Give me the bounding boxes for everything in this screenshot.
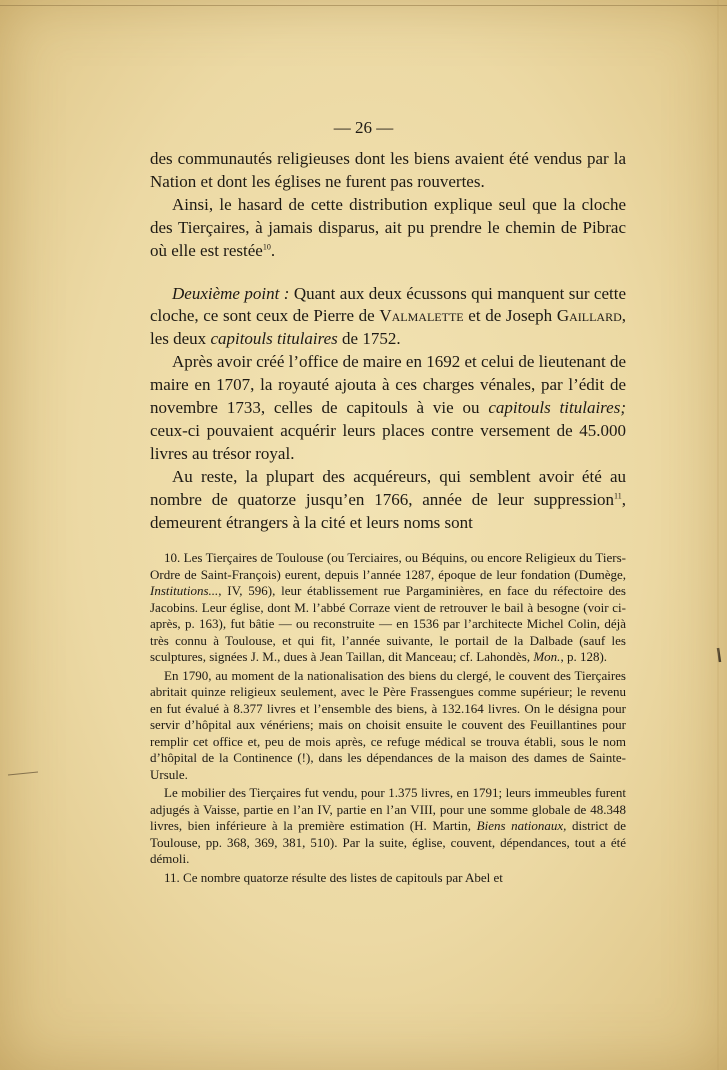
- footnote-10-p3-italic: Biens nationaux,: [476, 818, 567, 833]
- footnote-ref-11: 11: [614, 491, 622, 501]
- paragraph-3-text-a: Quant aux deux écussons qui manquent sur cette cloche, ce sont ceux de Pierre de: [150, 283, 626, 326]
- footnote-10-text-b: , IV, 596), leur établissement rue Pargaminières, en face du réfectoire des Jacobins. Leur église, dont M. l’abbé Corraze vient de retrouver le bail à besogne (voir ci-après, p. 163), fut bâtie — ou reconstruite — en 1536 par l’architecte Michel Colin, déjà très connu à Toulouse, et qui fit, l’année suivante, le portail de la Dalbade (sauf les sculptures, signées J. M., dues à Jean Taillan, dit Manceau; cf. Lahondès,: [150, 583, 626, 664]
- paragraph-4-text-a: Après avoir créé l’office de maire en 1692 et celui de lieutenant de maire en 1707, la royauté ajouta à ces charges vénales, par l’édit de novembre 1733, celles de capitouls à vie ou: [150, 352, 626, 418]
- footnote-11: [150, 870, 626, 887]
- paragraph-5-text-b: , demeurent étrangers à la cité et leurs noms sont: [150, 489, 626, 532]
- paragraph-3-text-b: et de Joseph: [463, 306, 557, 326]
- footnote-10-paragraph-3: [150, 785, 626, 868]
- paragraph-3-text-c: , les deux: [150, 306, 626, 349]
- paragraph-5-text-a: Au reste, la plupart des acquéreurs, qui semblent avoir été au nombre de quatorze jusqu’en 1766, année de leur suppression: [150, 466, 626, 509]
- footnote-10: [150, 550, 626, 666]
- footnote-10-p2-text: En 1790, au moment de la nationalisation des biens du clergé, le couvent des Tierçaires abritait quinze religieux seulement, avec le Père Frassengues comme supérieur; le revenu en fut évalué à 8.377 livres et l’ensemble des biens, à 132.164 livres. On le désigna pour servir d’hôpital aux vénériens; mais on choisit ensuite le couvent des Feuillantines pour remplir cet office et, peu de mois après, ce refuge médical se trouva établi, sous le nom d’hôpital de la Continence (!), dans les dépendances de la maison des dames de Sainte-Ursule.: [150, 667, 626, 782]
- paragraph-5: [150, 466, 626, 535]
- paragraph-2: [150, 194, 626, 263]
- name-valmalette: Valmalette: [379, 306, 464, 326]
- paragraph-2-text: Ainsi, le hasard de cette distribution explique seul que la cloche des Tierçaires, à jamais disparus, ait pu prendre le chemin de Pibrac où elle est restée: [150, 194, 626, 260]
- main-text: [150, 148, 626, 535]
- name-gaillard: Gaillard: [556, 306, 622, 326]
- paragraph-2-end: .: [270, 240, 276, 260]
- footnote-ref-10: 10: [262, 241, 271, 251]
- paragraph-1: [150, 148, 626, 194]
- footnotes: [150, 550, 626, 886]
- footnote-10-italic-2: Mon.: [533, 649, 561, 664]
- paragraph-3-text-d: de 1752.: [337, 329, 401, 349]
- paragraph-4: [150, 351, 626, 466]
- page-number: — 26 —: [333, 118, 394, 137]
- footnote-10-text-c: , p. 128).: [560, 649, 608, 664]
- top-edge-line: [0, 5, 727, 6]
- footnote-10-paragraph-2: [150, 668, 626, 784]
- paragraph-1-text: des communautés religieuses dont les biens avaient été vendus par la Nation et dont les églises ne furent pas rouvertes.: [150, 149, 626, 191]
- paragraph-3-italic: capitouls titulaires: [210, 329, 338, 349]
- section-lead: Deuxième point :: [172, 283, 290, 303]
- footnote-11-text: 11. Ce nombre quatorze résulte des listes de capitouls par Abel et: [164, 869, 503, 885]
- footnote-10-p3-text-a: Le mobilier des Tierçaires fut vendu, pour 1.375 livres, en 1791; leurs immeubles furent adjugés à Vaisse, partie en l’an IV, partie en l’an VIII, pour une somme globale de 48.348 livres, bien inférieure à la première estimation (H. Martin,: [150, 785, 626, 833]
- paragraph-3: [150, 283, 626, 352]
- paragraph-4-text-b: ceux-ci pouvaient acquérir leurs places contre versement de 45.000 livres au trésor royal.: [150, 420, 626, 463]
- footnote-10-p3-text-b: district de Toulouse, pp. 368, 369, 381, 510). Par la suite, église, couvent, dépendances, tout a été démoli.: [150, 818, 626, 866]
- paragraph-4-italic: capitouls titulaires;: [488, 398, 626, 418]
- footnote-10-text-a: 10. Les Tierçaires de Toulouse (ou Terciaires, ou Béquins, ou encore Religieux du Tiers-Ordre de Saint-François) eurent, depuis l’année 1287, époque de leur fondation (Dumège,: [150, 550, 626, 582]
- footnote-10-italic-1: Institutions...: [150, 583, 219, 598]
